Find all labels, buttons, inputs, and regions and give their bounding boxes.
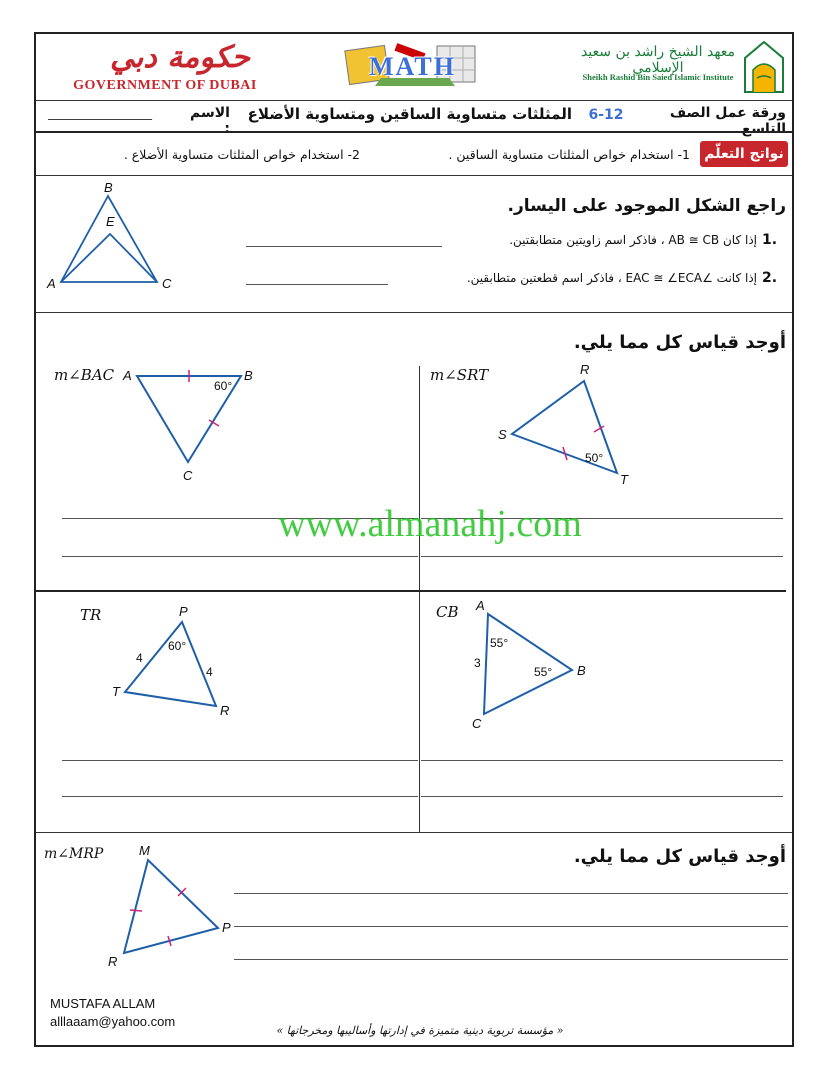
section3-heading: أوجد قياس كل مما يلي. [573, 846, 786, 867]
dubai-logo-english: GOVERNMENT OF DUBAI [73, 78, 257, 93]
vertex-e: E [106, 214, 115, 229]
q2-text: إذا كانت ∠EAC ≅ ∠ECA ، فاذكر اسم قطعتين متطابقين. [466, 271, 757, 285]
p4-vertex-b: B [577, 663, 586, 678]
p5-answer-line-1[interactable] [234, 893, 788, 894]
p3-label: TR [80, 606, 102, 624]
vertex-b: B [104, 180, 113, 195]
p3-vertex-r: R [220, 703, 230, 718]
p3-side-pt: 4 [136, 651, 143, 665]
worksheet-label: ورقة عمل الصف التاسع [669, 105, 786, 137]
dubai-logo-arabic: حكومة دبي [110, 40, 250, 75]
author-name: MUSTAFA ALLAM [50, 996, 156, 1011]
p2-vertex-s: S [498, 427, 507, 442]
p1-label: m∠BAC [54, 366, 115, 384]
author-email: alllaaam@yahoo.com [50, 1014, 176, 1029]
p2-angle: 50° [585, 451, 604, 465]
p5-vertex-p: P [222, 920, 231, 935]
p3-vertex-t: T [112, 684, 120, 699]
p4-angle-a: 55° [490, 636, 509, 650]
name-field[interactable]: ________________ [48, 106, 152, 121]
outcome-1: 1- استخدام خواص المثلثات متساوية الساقين . [448, 147, 690, 162]
p1-vertex-c: C [183, 468, 193, 483]
math-logo-text: MATH [369, 52, 456, 81]
p1-angle: 60° [214, 379, 233, 393]
p2-label: m∠SRT [430, 366, 489, 384]
vertex-c: C [162, 276, 172, 291]
p5-vertex-r: R [108, 954, 118, 969]
p5-vertex-m: M [139, 843, 150, 858]
p4-vertex-a: A [476, 598, 485, 613]
p1-vertex-a: A [123, 368, 132, 383]
footer-motto: « مؤسسة تربوية دينية متميزة في إدارتها وأساليبها ومخرجاتها » [276, 1024, 564, 1037]
p3-angle: 60° [168, 639, 187, 653]
p1-vertex-b: B [244, 368, 253, 383]
p4-angle-b: 55° [534, 665, 553, 679]
lesson-title: المثلثات متساوية الساقين ومتساوية الأضلاع [247, 105, 572, 123]
p5-answer-line-3[interactable] [234, 959, 788, 960]
vertex-a: A [47, 276, 56, 291]
outcomes-badge: نواتج التعلّم [700, 141, 788, 167]
section1-heading: راجع الشكل الموجود على اليسار. [507, 196, 786, 216]
p3-vertex-p: P [179, 604, 188, 619]
p3-side-pr: 4 [206, 665, 213, 679]
name-label: الاسم : [190, 105, 230, 137]
p4-label: CB [436, 603, 459, 621]
q2-number: 2. [762, 270, 778, 286]
p2-vertex-r: R [580, 362, 590, 377]
lesson-number: 6-12 [588, 107, 624, 123]
p5-tick-mr [130, 910, 142, 911]
institute-english: Sheikh Rashid Bin Saied Islamic Institute [582, 72, 734, 82]
section2-heading: أوجد قياس كل مما يلي. [573, 332, 786, 353]
q1-text: إذا كان AB ≅ CB ، فاذكر اسم زاويتين متطابقتين. [509, 233, 757, 247]
institute-arabic: معهد الشيخ راشد بن سعيد الإسلامي [580, 44, 736, 76]
p4-vertex-c: C [472, 716, 482, 731]
outcome-2: 2- استخدام خواص المثلثات متساوية الأضلاع . [123, 147, 360, 162]
p5-label: m∠MRP [44, 846, 104, 862]
p5-answer-line-2[interactable] [234, 926, 788, 927]
p4-side-ac: 3 [474, 656, 481, 670]
watermark: www.almanahj.com [278, 503, 582, 545]
p2-vertex-t: T [620, 472, 628, 487]
q1-number: 1. [762, 232, 778, 248]
